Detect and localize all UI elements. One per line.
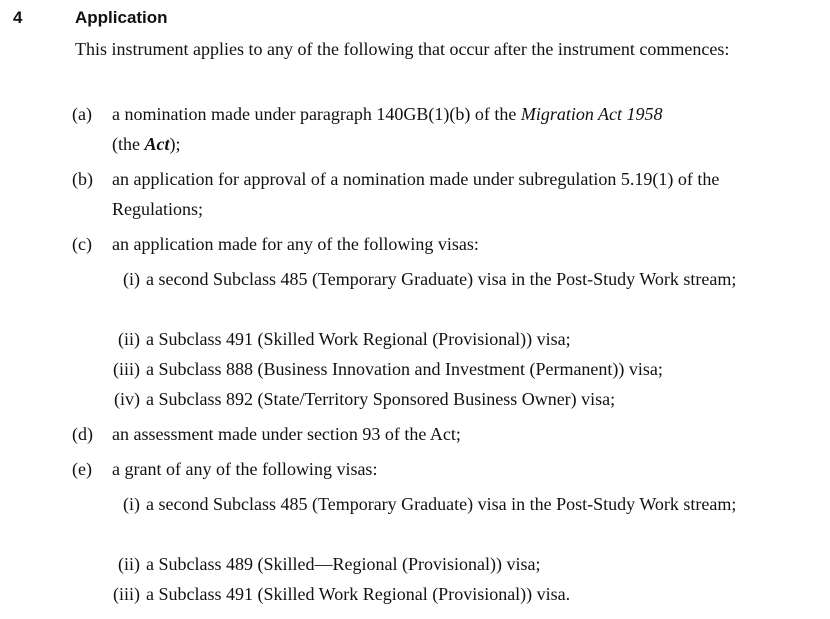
- section-number: 4: [13, 8, 23, 27]
- paragraph-label: (c): [72, 234, 92, 254]
- paragraph-label: (e): [72, 459, 92, 479]
- subparagraph-text: a second Subclass 485 (Temporary Graduate) visa in the Post-Study Work stream;: [146, 269, 737, 289]
- subparagraph-label: (ii): [118, 554, 140, 574]
- subparagraph-c-iv: [100, 384, 760, 414]
- subparagraph-c-iii: [100, 354, 760, 384]
- section-title: Application: [75, 8, 168, 27]
- paragraph-label: (a): [72, 104, 92, 124]
- paragraph-text: an application made for any of the following visas:: [112, 234, 479, 254]
- subparagraph-text: a Subclass 888 (Business Innovation and Investment (Permanent)) visa;: [146, 359, 663, 379]
- subparagraph-text: a second Subclass 485 (Temporary Graduate) visa in the Post-Study Work stream;: [146, 494, 737, 514]
- paragraph-text: an assessment made under section 93 of the Act;: [112, 424, 461, 444]
- paragraph-c: [72, 229, 762, 259]
- paragraph-text: an application for approval of a nomination made under subregulation 5.19(1) of the Regulations;: [112, 169, 720, 219]
- paragraph-e: [72, 454, 762, 484]
- subparagraph-e-iii: [100, 579, 760, 609]
- act-title: Migration Act 1958: [520, 104, 663, 124]
- paragraph-label: (d): [72, 424, 93, 444]
- subparagraph-c-i: [100, 264, 760, 294]
- paragraph-text: [106, 99, 762, 159]
- subparagraph-e-i: [100, 489, 760, 519]
- text-segment: );: [169, 134, 181, 154]
- subparagraph-label: (iii): [113, 584, 140, 604]
- subparagraph-c-ii: [100, 324, 760, 354]
- subparagraph-text: a Subclass 491 (Skilled Work Regional (Provisional)) visa.: [146, 584, 571, 604]
- paragraph-text: a grant of any of the following visas:: [112, 459, 378, 479]
- defined-term: Act: [144, 134, 170, 154]
- subparagraph-label: (i): [123, 269, 140, 289]
- paragraph-d: [72, 419, 762, 449]
- intro-paragraph: This instrument applies to any of the following that occur after the instrument commences:: [75, 39, 730, 59]
- subparagraph-label: (iv): [114, 389, 140, 409]
- subparagraph-label: (i): [123, 494, 140, 514]
- paragraph-label: (b): [72, 169, 93, 189]
- subparagraph-text: a Subclass 489 (Skilled—Regional (Provisional)) visa;: [146, 554, 541, 574]
- subparagraph-text: a Subclass 892 (State/Territory Sponsored Business Owner) visa;: [146, 389, 616, 409]
- subparagraph-text: a Subclass 491 (Skilled Work Regional (Provisional)) visa;: [146, 329, 571, 349]
- paragraph-b: [72, 164, 762, 224]
- paragraph-a: [72, 99, 762, 159]
- subparagraph-label: (ii): [118, 329, 140, 349]
- subparagraph-e-ii: [100, 549, 760, 579]
- subparagraph-label: (iii): [113, 359, 140, 379]
- text-segment: (the: [112, 134, 145, 154]
- text-segment: a nomination made under paragraph 140GB(1)(b) of the: [112, 104, 521, 124]
